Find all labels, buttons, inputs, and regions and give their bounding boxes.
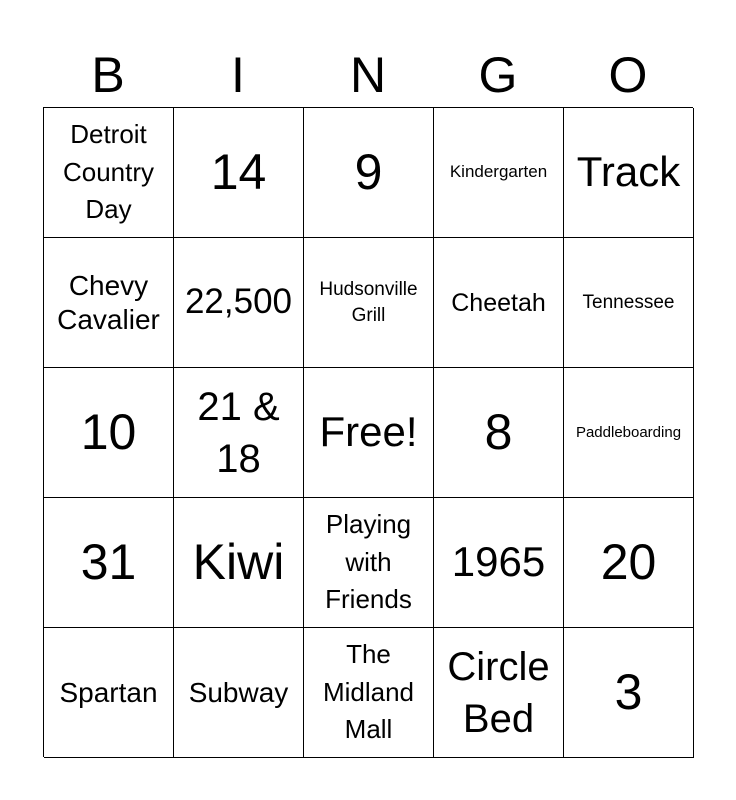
- cell-label: 20: [600, 533, 657, 590]
- bingo-cell-n5[interactable]: [304, 628, 434, 758]
- bingo-cell-i2[interactable]: [174, 238, 304, 368]
- cell-label: 9: [354, 143, 383, 200]
- bingo-cell-o1[interactable]: [564, 108, 694, 238]
- cell-label: 8: [484, 403, 513, 460]
- cell-label: Paddleboarding: [575, 423, 682, 441]
- bingo-cell-i1[interactable]: [174, 108, 304, 238]
- cell-label: 1965: [451, 538, 546, 586]
- bingo-cell-b5[interactable]: [44, 628, 174, 758]
- bingo-cell-i3[interactable]: [174, 368, 304, 498]
- cell-label: Kiwi: [192, 533, 285, 590]
- cell-label: 21 & 18: [197, 384, 280, 481]
- header-letter-n: N: [349, 47, 387, 103]
- cell-label: 31: [80, 533, 137, 590]
- bingo-cell-b4[interactable]: [44, 498, 174, 628]
- bingo-cell-i4[interactable]: [174, 498, 304, 628]
- cell-label: The Midland Mall: [322, 638, 415, 745]
- bingo-cell-g2[interactable]: [434, 238, 564, 368]
- bingo-cell-g1[interactable]: [434, 108, 564, 238]
- cell-label: Track: [576, 148, 681, 196]
- bingo-card: [43, 107, 693, 757]
- cell-label: Hudsonville Grill: [319, 278, 418, 326]
- cell-label: Tennessee: [582, 291, 675, 313]
- header-letter-o: O: [608, 47, 648, 103]
- cell-label: Playing with Friends: [325, 508, 412, 615]
- cell-label: Subway: [188, 676, 289, 708]
- bingo-cell-g5[interactable]: [434, 628, 564, 758]
- bingo-header: [43, 44, 693, 106]
- header-letter-b: B: [91, 47, 125, 103]
- cell-label: Chevy Cavalier: [57, 269, 160, 335]
- cell-label: Circle Bed: [447, 644, 550, 741]
- bingo-cell-n1[interactable]: [304, 108, 434, 238]
- cell-label: 10: [80, 403, 137, 460]
- bingo-cell-o3[interactable]: [564, 368, 694, 498]
- header-letter-g: G: [478, 47, 518, 103]
- cell-label: 14: [210, 143, 267, 200]
- cell-label: Cheetah: [451, 288, 546, 317]
- bingo-cell-o4[interactable]: [564, 498, 694, 628]
- cell-label: Spartan: [59, 676, 158, 708]
- bingo-cell-n2[interactable]: [304, 238, 434, 368]
- cell-label: Kindergarten: [449, 162, 548, 182]
- header-letter-i: I: [231, 47, 245, 103]
- bingo-cell-b2[interactable]: [44, 238, 174, 368]
- bingo-cell-o5[interactable]: [564, 628, 694, 758]
- bingo-cell-n4[interactable]: [304, 498, 434, 628]
- bingo-cell-g4[interactable]: [434, 498, 564, 628]
- cell-label: 3: [614, 663, 643, 720]
- bingo-cell-g3[interactable]: [434, 368, 564, 498]
- bingo-cell-b1[interactable]: [44, 108, 174, 238]
- cell-label: Detroit Country Day: [62, 118, 155, 225]
- bingo-cell-n3-free-space[interactable]: [304, 368, 434, 498]
- cell-label: Free!: [319, 408, 418, 456]
- bingo-cell-b3[interactable]: [44, 368, 174, 498]
- bingo-cell-o2[interactable]: [564, 238, 694, 368]
- bingo-cell-i5[interactable]: [174, 628, 304, 758]
- cell-label: 22,500: [184, 282, 293, 322]
